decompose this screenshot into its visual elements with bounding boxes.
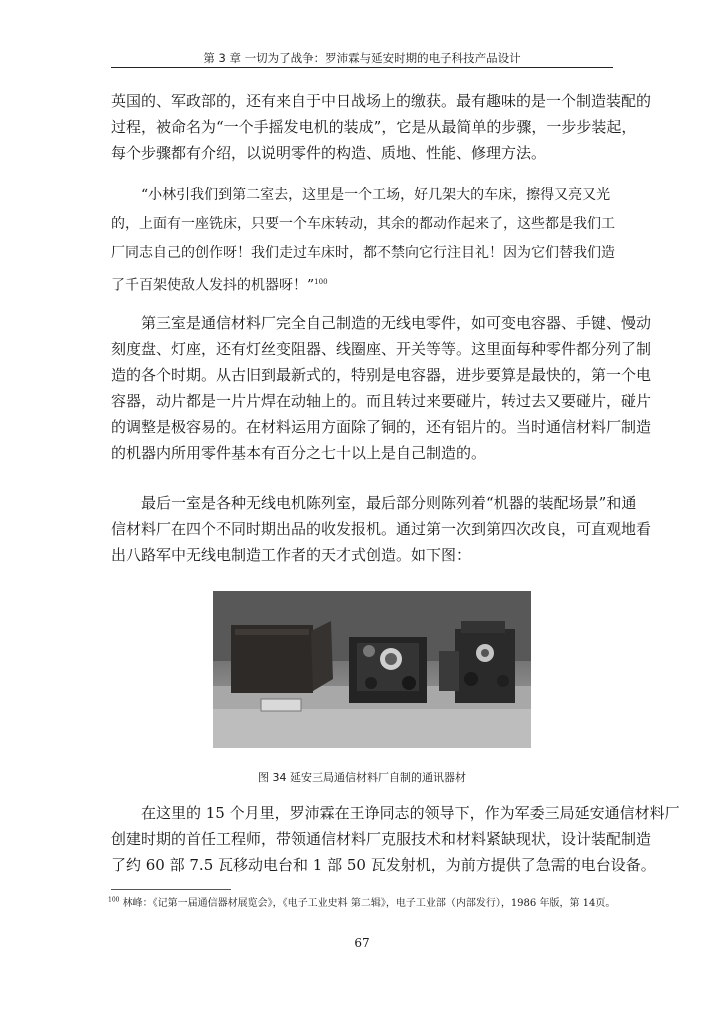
- text-line: 每个步骤都有介绍，以说明零件的构造、质地、性能、修理方法。: [111, 144, 547, 162]
- text-line: 的机器内所用零件基本有百分之七十以上是自己制造的。: [111, 444, 487, 462]
- photo-illustration: [213, 591, 531, 748]
- photo-radio-equipment: [213, 591, 531, 748]
- text-line: 出八路军中无线电制造工作者的天才式创造。如下图：: [111, 546, 472, 564]
- quote-line: 厂同志自己的创作呀！我们走过车床时，都不禁向它行注目礼！因为它们替我们造: [111, 245, 615, 261]
- footnote-ref: 100: [314, 278, 328, 286]
- paragraph-last-room: [111, 490, 652, 568]
- paragraph-third-room: [111, 310, 652, 466]
- text-line: 在这里的 15 个月里，罗沛霖在王诤同志的领导下，作为军委三局延安通信材料厂: [141, 804, 680, 822]
- header-rule: [111, 67, 613, 68]
- text-line: 造的各个时期。从古旧到最新式的，特别是电容器，进步要算是最快的，第一个电: [111, 366, 652, 384]
- text-line: 信材料厂在四个不同时期出品的收发报机。通过第一次到第四次改良，可直观地看: [111, 520, 652, 538]
- running-header: 第 3 章 一切为了战争：罗沛霖与延安时期的电子科技产品设计: [203, 51, 521, 65]
- quote-line: [111, 268, 613, 297]
- footnote-number: 100: [108, 896, 120, 904]
- text-line: 第三室是通信材料厂完全自己制造的无线电零件，如可变电容器、手键、慢动: [141, 314, 652, 332]
- block-quote: [111, 181, 613, 297]
- text-line: 英国的、军政部的，还有来自于中日战场上的缴获。最有趣味的是一个制造装配的: [111, 92, 652, 110]
- text-line: 刻度盘、灯座，还有灯丝变阻器、线圈座、开关等等。这里面每种零件都分列了制: [111, 340, 652, 358]
- quote-line: 的，上面有一座铣床，只要一个车床转动，其余的都动作起来了，这些都是我们工: [111, 216, 615, 232]
- text-line: 创建时期的首任工程师，带领通信材料厂克服技术和材料紧缺现状，设计装配制造: [111, 830, 652, 848]
- paragraph-luo-peilin: [111, 800, 680, 878]
- footnote: [108, 894, 615, 909]
- text-line: 最后一室是各种无线电机陈列室，最后部分则陈列着“机器的装配场景”和通: [141, 494, 637, 512]
- paragraph-exhibit-intro: [111, 88, 652, 166]
- text-line: 的调整是极容易的。在材料运用方面除了铜的，还有铝片的。当时通信材料厂制造: [111, 418, 652, 436]
- footnote-rule: [111, 889, 231, 890]
- text-line: 了约 60 部 7.5 瓦移动电台和 1 部 50 瓦发射机，为前方提供了急需的电台设备。: [111, 856, 656, 874]
- footnote-text: 林峰：《记第一届通信器材展览会》，《电子工业史料 第二辑》，电子工业部（内部发行），1986 年版，第 14页。: [122, 898, 616, 909]
- quote-last-text: 了千百架使敌人发抖的机器呀！”: [111, 277, 315, 294]
- page-number: 67: [354, 936, 370, 950]
- quote-line: “小林引我们到第二室去，这里是一个工场，好几架大的车床，擦得又亮又光: [141, 187, 611, 203]
- figure-caption: 图 34 延安三局通信材料厂自制的通讯器材: [258, 771, 466, 784]
- text-line: 过程，被命名为“一个手摇发电机的装成”，它是从最简单的步骤，一步步装起，: [111, 118, 637, 136]
- text-line: 容器，动片都是一片片焊在动轴上的。而且转过来要碰片，转过去又要碰片，碰片: [111, 392, 652, 410]
